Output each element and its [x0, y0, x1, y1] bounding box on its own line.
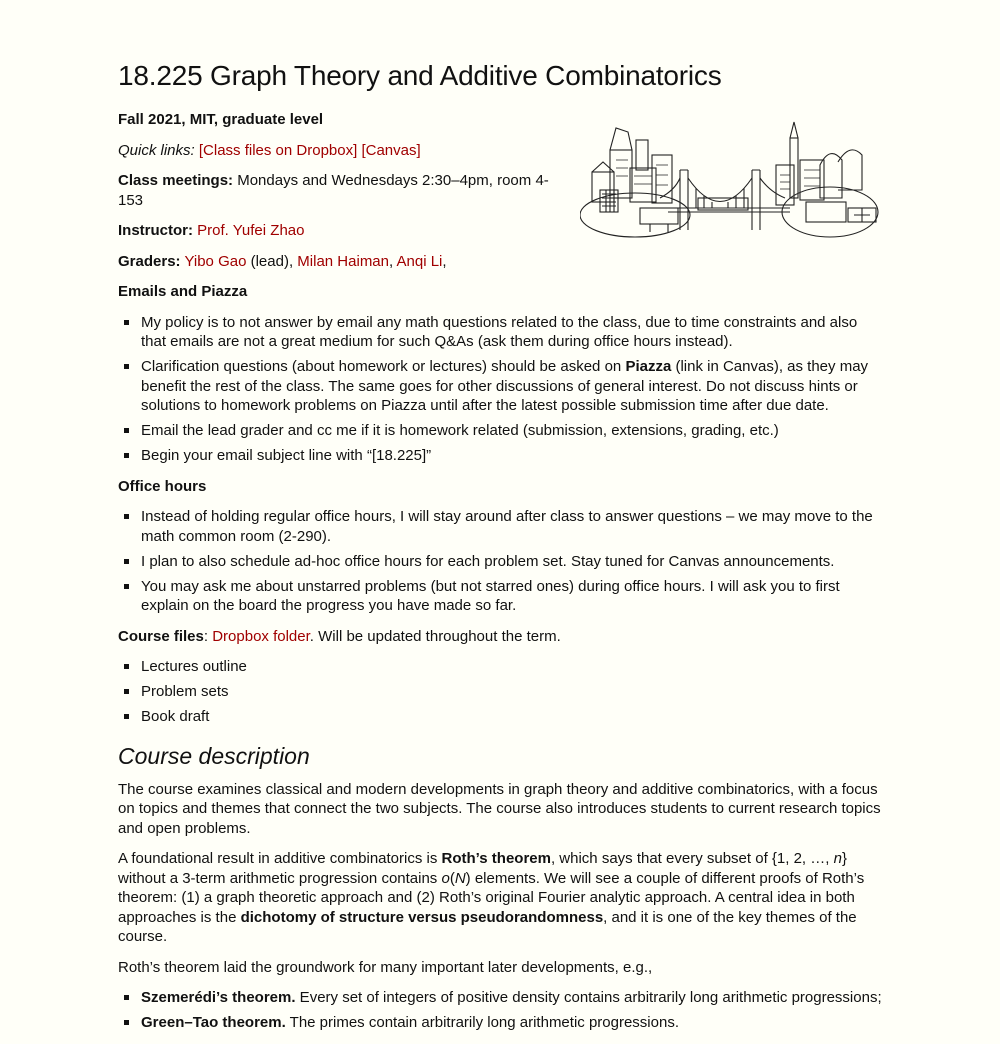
emails-list — [118, 313, 882, 466]
quick-links — [118, 141, 568, 161]
main-content — [118, 58, 882, 1044]
instructor-link[interactable]: Prof. Yufei Zhao — [197, 222, 305, 239]
graders: Graders: Yibo Gao (lead), Milan Haiman, Anqi Li, — [118, 252, 447, 270]
theorems-list — [118, 988, 882, 1033]
class-meetings: Class meetings: Mondays and Wednesdays 2:30–4pm, room 4-153 — [118, 172, 549, 209]
section-heading-course-description: Course description — [118, 742, 310, 769]
dropbox-folder-link[interactable]: Dropbox folder — [212, 627, 310, 645]
list-item: Instead of holding regular office hours, I will stay around after class to answer questions – we may move to the math common room (2-290). — [141, 507, 882, 546]
list-item: Begin your email subject line with “[18.225]” — [141, 446, 882, 466]
list-item: Book draft — [141, 707, 882, 727]
page-title: 18.225 Graph Theory and Additive Combinatorics — [118, 60, 722, 91]
emails-heading: Emails and Piazza — [118, 283, 248, 300]
instructor: Instructor: Prof. Yufei Zhao — [118, 222, 305, 239]
list-item: Clarification questions (about homework or lectures) should be asked on Piazza (link in Canvas), as they may benefit the rest of the class. The same goes for other discussions of general interest. Do not discuss hints or solutions to homework problems on Piazza until after the latest possible submission time after due date. — [141, 357, 882, 416]
list-item: I plan to also schedule ad-hoc office hours for each problem set. Stay tuned for Canvas announcements. — [141, 552, 882, 572]
description-paragraph: The course examines classical and modern developments in graph theory and additive combinatorics, with a focus on topics and themes that connect the two subjects. The course also introduces students to current research topics and open problems. — [118, 780, 881, 837]
grader-link-yibo[interactable]: Yibo Gao — [184, 252, 247, 270]
dropbox-link[interactable]: [Class files on Dropbox] — [198, 141, 358, 159]
list-item: Green–Tao theorem. The primes contain arbitrarily long arithmetic progressions. — [141, 1013, 882, 1033]
roth-paragraph: A foundational result in additive combinatorics is Roth’s theorem, which says that every subset of {1, 2, …, n} without a 3-term arithmetic progression contains o(N) elements. We will see a couple of different proofs of Roth’s theorem: (1) a graph theoretic approach and (2) Roth’s original Fourier analytic approach. A central idea in both approaches is the dichotomy of structure versus pseudorandomness, and it is one of the key themes of the course. — [118, 850, 865, 945]
office-hours-heading: Office hours — [118, 477, 207, 495]
grader-link-milan[interactable]: Milan Haiman — [297, 252, 389, 270]
list-item: My policy is to not answer by email any math questions related to the class, due to time constraints and also that emails are not a great medium for such Q&As (ask them during office hours instead). — [141, 313, 882, 352]
office-hours-list — [118, 507, 882, 616]
list-item: You may ask me about unstarred problems (but not starred ones) during office hours. I will ask you to first explain on the board the progress you have made so far. — [141, 577, 882, 616]
quick-links-label: Quick links: — [118, 141, 195, 159]
list-item: Problem sets — [141, 682, 882, 702]
grader-link-anqi[interactable]: Anqi Li — [396, 252, 443, 270]
course-files-list — [118, 657, 882, 727]
course-files: Course files: Dropbox folder. Will be updated throughout the term. — [118, 627, 561, 645]
list-item: Email the lead grader and cc me if it is homework related (submission, extensions, grading, etc.) — [141, 421, 882, 441]
term-info: Fall 2021, MIT, graduate level — [118, 111, 324, 128]
list-item: Szemerédi’s theorem. Every set of integers of positive density contains arbitrarily long arithmetic progressions; — [141, 989, 882, 1006]
developments-paragraph: Roth’s theorem laid the groundwork for many important later developments, e.g., — [118, 958, 653, 976]
canvas-link[interactable]: [Canvas] — [361, 141, 421, 159]
list-item: Lectures outline — [141, 657, 882, 677]
